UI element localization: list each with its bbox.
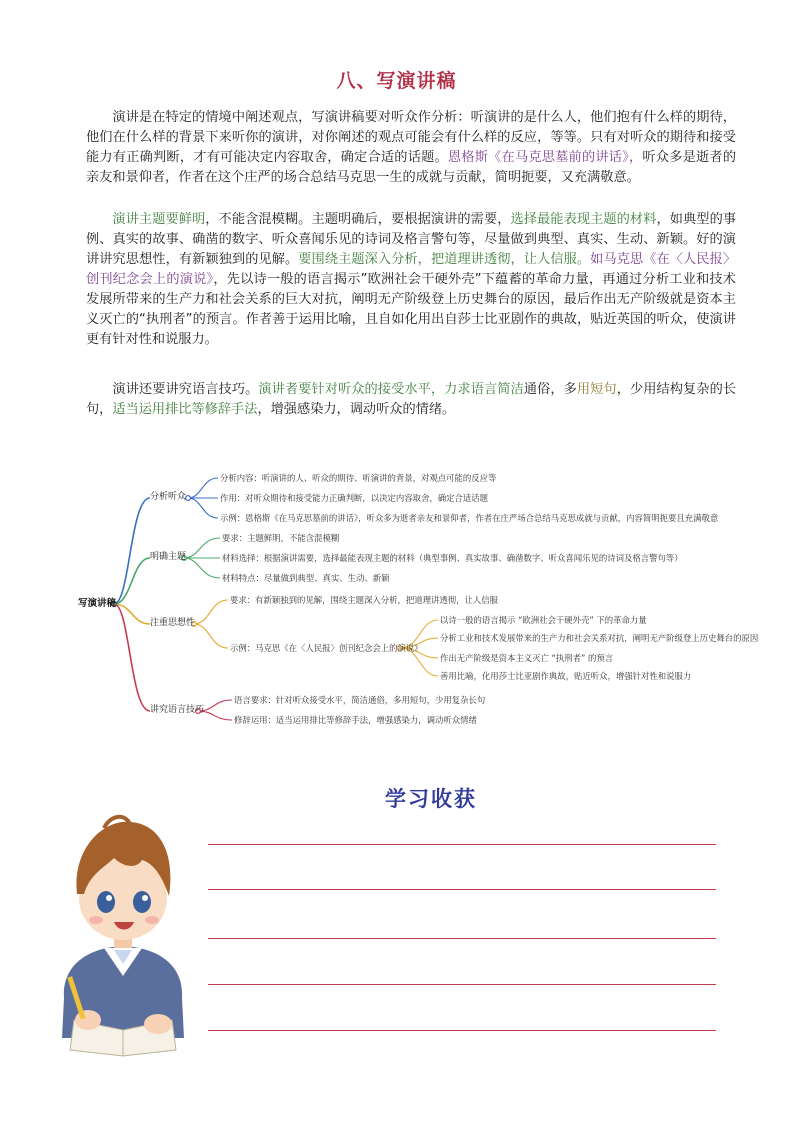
mindmap-leaf: 材料选择：根据演讲需要，选择最能表现主题的材料（典型事例、真实故事、确凿数字、听众喜闻乐见的诗词及格言警句等） <box>222 553 683 563</box>
highlight-engels-speech: 恩格斯《在马克思墓前的讲话》， <box>447 150 643 165</box>
highlight-short-sentences: 用短句 <box>576 382 617 397</box>
highlight-theme: 演讲主题要鲜明 <box>112 212 206 227</box>
paragraph-text: 听众多是逝者的亲友和景仰者，作者在这个庄严的场合总结马克思一生的成就与贡献，简明扼要，又充满敬意。 <box>86 150 737 185</box>
paragraph-text: ，增强感染力，调动听众的情绪。 <box>257 402 456 417</box>
mindmap-leaf: 分析内容：听演讲的人、听众的期待、听演讲的背景，对观点可能的反应等 <box>220 473 497 483</box>
highlight-audience-level: 演讲者要针对听众的接受水平，力求语言简洁 <box>258 382 524 397</box>
highlight-marx-speech: 如马克思《在〈人民报〉创刊纪念会上的演说》 <box>86 252 737 287</box>
paragraph-text: ，先以诗一般的语言揭示”欧洲社会干硬外壳”下蕴蓄的革命力量，再通过分析工业和技术发展所带来的生产力和社会关系的巨大对抗，阐明无产阶级登上历史舞台的原因，最后作出无产阶级就是资本主义灭亡的“执刑者”的预言。作者善于运用比喻，且自如化用出自莎士比亚剧作的典故，贴近英国的听众，使演讲更有针对性和说服力。 <box>86 272 736 347</box>
mindmap-branch-language: 讲究语言技巧 <box>150 705 205 715</box>
writing-line[interactable] <box>208 984 716 985</box>
mindmap-leaf: 语言要求：针对听众接受水平，简洁通俗，多用短句，少用复杂长句 <box>234 695 486 705</box>
mindmap-leaf: 示例：马克思《在〈人民报〉创刊纪念会上的演说》 <box>230 643 423 653</box>
mindmap-leaf: 要求：有新颖独到的见解，围绕主题深入分析，把道理讲透彻，让人信服 <box>230 595 498 605</box>
mindmap-leaf: 修辞运用：适当运用排比等修辞手法，增强感染力，调动听众情绪 <box>234 715 477 725</box>
mindmap-branch-theme: 明确主题 <box>150 552 187 562</box>
mindmap <box>70 462 759 730</box>
writing-line[interactable] <box>208 1030 716 1031</box>
writing-line[interactable] <box>208 889 716 890</box>
mindmap-root: 写演讲稿 <box>78 598 117 609</box>
highlight-analysis: 要围绕主题深入分析，把道理讲透彻，让人信服。 <box>298 252 591 267</box>
mindmap-leaf: 示例：恩格斯《在马克思墓前的讲话》，听众多为逝者亲友和景仰者，作者在庄严场合总结马克思成就与贡献，内容简明扼要且充满敬意 <box>220 513 719 523</box>
mindmap-subleaf: 善用比喻，化用莎士比亚剧作典故，贴近听众，增强针对性和说服力 <box>440 671 692 681</box>
writing-line[interactable] <box>208 844 716 845</box>
mindmap-leaf: 作用：对听众期待和接受能力正确判断，以决定内容取舍，确定合适话题 <box>220 493 488 503</box>
mindmap-leaf: 材料特点：尽量做到典型、真实、生动、新颖 <box>222 573 390 583</box>
mindmap-branch-audience: 分析听众 <box>150 492 187 502</box>
writing-line[interactable] <box>208 938 716 939</box>
paragraph-text: ，如典型的事例、真实的故事、确凿的数字、听众喜闻乐见的诗词及格言警句等，尽量做到典型、真实、生动、新颖。好的演讲讲究思想性，有新颖独到的见解。 <box>86 212 737 267</box>
learning-gains-title: 学习收获 <box>385 787 477 811</box>
highlight-rhetoric: 适当运用排比等修辞手法 <box>112 402 258 417</box>
page-title: 八、写演讲稿 <box>336 70 457 92</box>
paragraph-language <box>86 380 736 420</box>
paragraph-audience-analysis <box>86 108 736 188</box>
mindmap-subleaf: 作出无产阶级是资本主义灭亡 “执刑者” 的预言 <box>440 653 614 663</box>
paragraph-theme <box>86 210 736 350</box>
paragraph-text: 演讲是在特定的情境中阐述观点，写演讲稿要对听众作分析：听演讲的是什么人，他们抱有什么样的期待，他们在什么样的背景下来听你的演讲，对你阐述的观点可能会有什么样的反应，等等。只有对听众的期待和接受能力有正确判断，才有可能决定内容取舍，确定合适的话题。 <box>86 110 736 165</box>
paragraph-text: ，不能含混模糊。主题明确后，要根据演讲的需要， <box>205 212 511 227</box>
mindmap-subleaf: 以诗一般的语言揭示 “欧洲社会干硬外壳” 下的革命力量 <box>440 615 647 625</box>
mindmap-subleaf: 分析工业和技术发展带来的生产力和社会关系对抗，阐明无产阶级登上历史舞台的原因 <box>440 633 759 643</box>
highlight-material: 选择最能表现主题的材料 <box>510 212 657 227</box>
boy-writing-illustration <box>44 798 202 1058</box>
paragraph-text: ，少用结构复杂的长句， <box>86 382 737 417</box>
mindmap-branch-thought: 注重思想性 <box>150 618 196 628</box>
paragraph-text: 通俗，多 <box>523 382 577 397</box>
paragraph-text: 演讲还要讲究语言技巧。 <box>112 382 259 397</box>
mindmap-leaf: 要求：主题鲜明，不能含混模糊 <box>222 533 340 543</box>
